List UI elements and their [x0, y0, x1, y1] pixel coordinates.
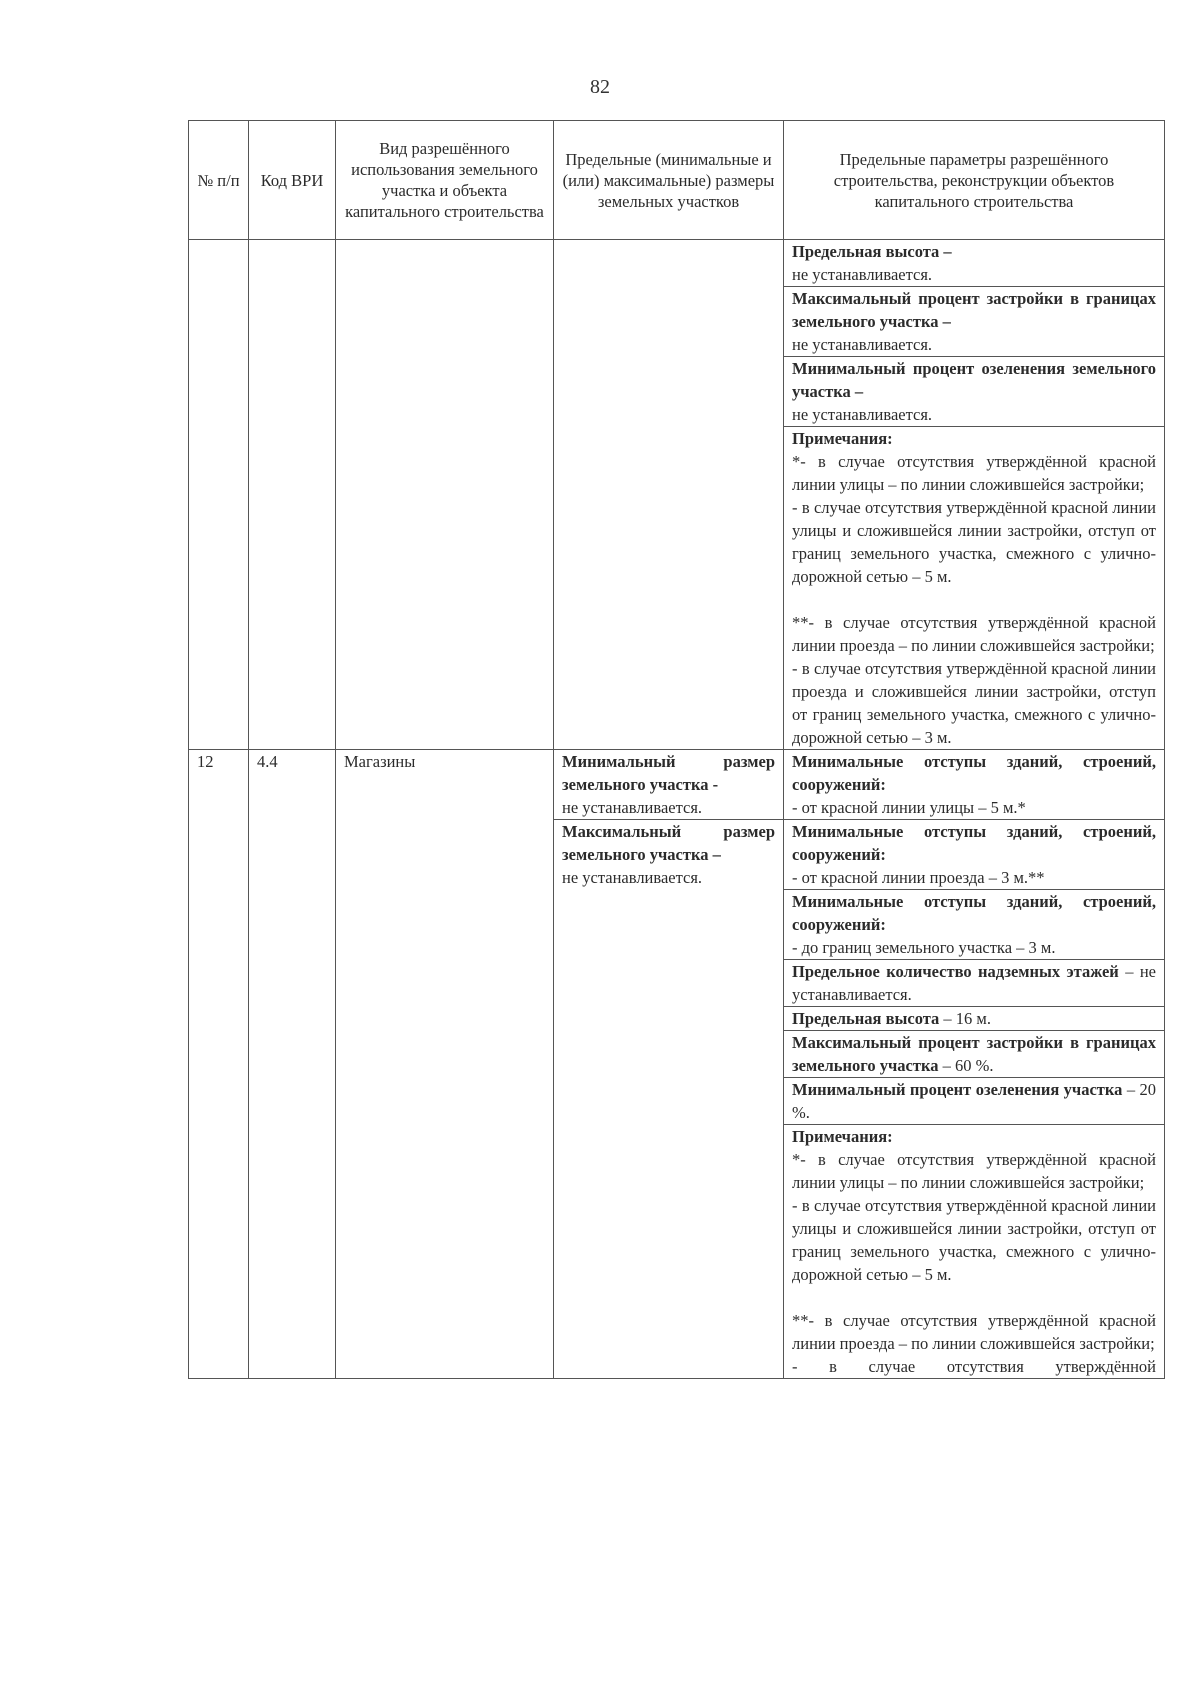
cell-code: 4.4	[249, 750, 336, 1379]
param-title: Минимальные отступы зданий, строений, сооружений:	[792, 752, 1156, 794]
param-title: Минимальные отступы зданий, строений, сооружений:	[792, 892, 1156, 934]
note-text: - в случае отсутствия утверждённой красной линии проезда и сложившейся линии застройки, отступ от границ земельного участка, смежного с улично-дорожной сетью – 3 м.	[792, 659, 1156, 747]
cell-sizes-empty	[554, 240, 784, 750]
cell-num-empty	[189, 240, 249, 750]
notes-cell	[784, 1125, 1165, 1379]
cell-num: 12	[189, 750, 249, 1379]
note-text: - в случае отсутствия утверждённой	[792, 1357, 1156, 1376]
notes-cell	[784, 427, 1165, 750]
note-gap	[792, 1286, 1156, 1309]
size-title: Минимальный размер земельного участка -	[562, 752, 775, 794]
header-use: Вид разрешённого использования земельного участка и объекта капитального строительства	[336, 121, 554, 240]
table-row	[189, 750, 1165, 820]
header-params: Предельные параметры разрешённого строительства, реконструкции объектов капитального строительства	[784, 121, 1165, 240]
param-title: Минимальный процент озеленения участка	[792, 1080, 1123, 1099]
page-number: 82	[590, 76, 610, 98]
param-value: - от красной линии улицы – 5 м.*	[792, 798, 1026, 817]
note-text: *- в случае отсутствия утверждённой красной линии улицы – по линии сложившейся застройки;	[792, 1150, 1156, 1192]
param-title: Предельная высота	[792, 1009, 940, 1028]
size-value: не устанавливается.	[562, 868, 703, 887]
header-num: № п/п	[189, 121, 249, 240]
table-row-continued	[189, 240, 1165, 287]
param-value: – не устанавливается.	[792, 962, 1156, 1004]
note-gap	[792, 588, 1156, 611]
param-cell	[784, 1031, 1165, 1078]
param-title: Максимальный процент застройки в границах земельного участка	[792, 1033, 1156, 1075]
note-text: *- в случае отсутствия утверждённой красной линии улицы – по линии сложившейся застройки;	[792, 452, 1156, 494]
param-cell	[784, 1078, 1165, 1125]
cell-use-empty	[336, 240, 554, 750]
note-text: - в случае отсутствия утверждённой красной линии улицы и сложившейся линии застройки, отступ от границ земельного участка, смежного с улично-дорожной сетью – 5 м.	[792, 1196, 1156, 1284]
param-cell	[784, 357, 1165, 427]
param-cell	[784, 750, 1165, 820]
param-cell	[784, 890, 1165, 960]
param-value: - до границ земельного участка – 3 м.	[792, 938, 1056, 957]
note-text: **- в случае отсутствия утверждённой красной линии проезда – по линии сложившейся застройки;	[792, 1311, 1156, 1353]
size-cell	[554, 750, 784, 820]
size-value: не устанавливается.	[562, 798, 703, 817]
param-title: Максимальный процент застройки в границах земельного участка –	[792, 289, 1156, 331]
header-sizes: Предельные (минимальные и (или) максимальные) размеры земельных участков	[554, 121, 784, 240]
param-value: не устанавливается.	[792, 265, 933, 284]
param-title: Минимальный процент озеленения земельного участка –	[792, 359, 1156, 401]
param-value: – 20 %.	[792, 1080, 1157, 1122]
param-title: Предельная высота –	[792, 242, 952, 261]
note-text: - в случае отсутствия утверждённой красной линии улицы и сложившейся линии застройки, отступ от границ земельного участка, смежного с улично-дорожной сетью – 5 м.	[792, 498, 1156, 586]
param-cell	[784, 960, 1165, 1007]
size-title: Максимальный размер земельного участка –	[562, 822, 775, 864]
cell-code-empty	[249, 240, 336, 750]
size-cell	[554, 820, 784, 1379]
param-title: Минимальные отступы зданий, строений, сооружений:	[792, 822, 1156, 864]
header-code: Код ВРИ	[249, 121, 336, 240]
param-cell	[784, 240, 1165, 287]
param-cell	[784, 1007, 1165, 1031]
note-text: **- в случае отсутствия утверждённой красной линии проезда – по линии сложившейся застройки;	[792, 613, 1156, 655]
regulations-table	[188, 120, 1165, 1379]
param-value: не устанавливается.	[792, 335, 933, 354]
header-row	[189, 121, 1165, 240]
param-value: не устанавливается.	[792, 405, 933, 424]
notes-title: Примечания:	[792, 429, 893, 448]
param-cell	[784, 820, 1165, 890]
param-value: - от красной линии проезда – 3 м.**	[792, 868, 1045, 887]
param-cell	[784, 287, 1165, 357]
cell-use: Магазины	[336, 750, 554, 1379]
param-value: – 60 %.	[938, 1056, 994, 1075]
param-title: Предельное количество надземных этажей	[792, 962, 1119, 981]
notes-title: Примечания:	[792, 1127, 893, 1146]
param-value: – 16 м.	[939, 1009, 991, 1028]
